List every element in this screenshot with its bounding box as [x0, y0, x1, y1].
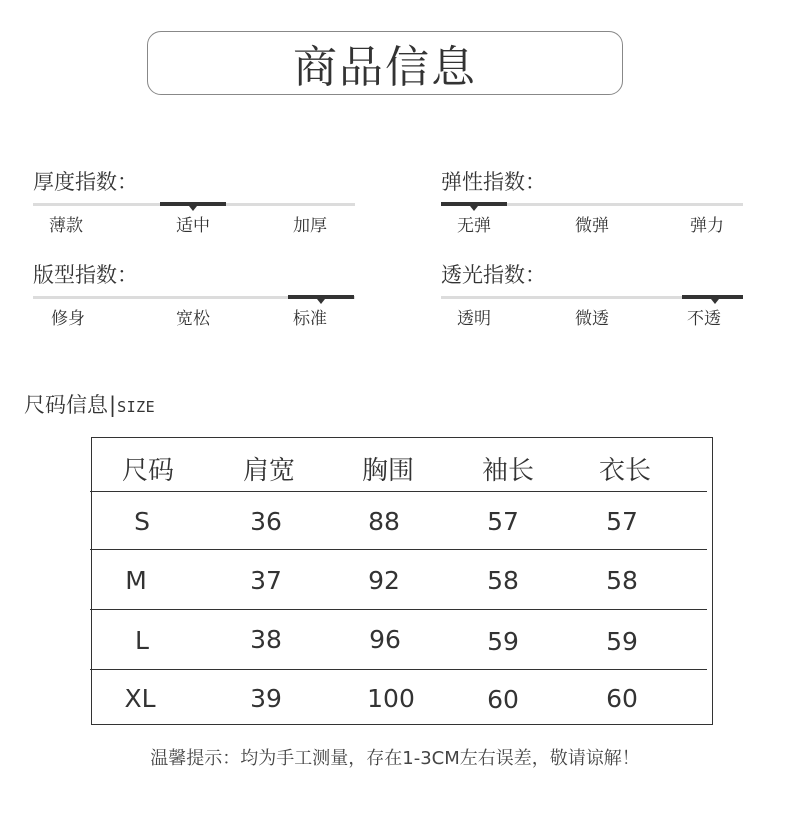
fit-scale-marker: [288, 295, 354, 299]
table-cell-shoulder: 36: [250, 507, 282, 536]
size-title-cn: 尺码信息: [24, 393, 108, 417]
size-section-title: [24, 389, 155, 419]
fit-index-label: 版型指数：: [33, 263, 138, 287]
table-cell-length: 60: [606, 684, 638, 713]
table-cell-shoulder: 39: [250, 684, 282, 713]
elasticity-index-label: 弹性指数：: [441, 170, 546, 194]
table-cell-size: M: [125, 566, 147, 595]
transparency-option-opaque: 不透: [687, 309, 721, 329]
fit-option-standard: 标准: [293, 309, 327, 329]
table-cell-size: S: [134, 507, 150, 536]
thickness-option-thick: 加厚: [293, 216, 327, 236]
table-row-divider: [90, 549, 707, 550]
thickness-scale-marker: [160, 202, 226, 206]
table-row-divider: [90, 609, 707, 610]
measurement-note: 温馨提示：均为手工测量，存在1-3CM左右误差，敬请谅解！: [150, 748, 640, 769]
table-cell-sleeve: 60: [487, 685, 519, 714]
table-header-chest: 胸围: [361, 456, 414, 486]
table-cell-sleeve: 59: [487, 627, 519, 656]
elasticity-scale-track: [441, 203, 743, 206]
table-cell-chest: 96: [369, 625, 401, 654]
transparency-option-semi: 微透: [575, 309, 609, 329]
size-title-en: SIZE: [117, 398, 156, 416]
table-cell-chest: 88: [368, 507, 400, 536]
thickness-scale-track: [33, 203, 355, 206]
table-row-divider: [90, 669, 707, 670]
table-header-length: 衣长: [598, 456, 651, 486]
table-cell-length: 57: [606, 507, 638, 536]
title-box: [147, 31, 623, 95]
elasticity-option-stretch: 弹力: [690, 216, 724, 236]
table-cell-chest: 100: [367, 684, 415, 713]
transparency-scale-track: [441, 296, 743, 299]
table-header-size: 尺码: [121, 456, 174, 486]
table-header-shoulder: 肩宽: [242, 456, 295, 486]
fit-option-slim: 修身: [51, 309, 85, 329]
table-cell-sleeve: 57: [487, 507, 519, 536]
table-cell-sleeve: 58: [487, 566, 519, 595]
transparency-scale-marker: [682, 295, 743, 299]
table-cell-size: L: [135, 626, 149, 655]
table-cell-shoulder: 38: [250, 625, 282, 654]
thickness-option-thin: 薄款: [49, 216, 83, 236]
fit-option-loose: 宽松: [176, 309, 210, 329]
table-cell-shoulder: 37: [250, 566, 282, 595]
elasticity-scale-marker: [441, 202, 507, 206]
thickness-option-medium: 适中: [176, 216, 210, 236]
elasticity-option-slight: 微弹: [575, 216, 609, 236]
thickness-index-label: 厚度指数：: [33, 170, 138, 194]
table-cell-length: 58: [606, 566, 638, 595]
table-cell-length: 59: [606, 627, 638, 656]
table-cell-size: XL: [124, 684, 156, 713]
size-table: [91, 437, 713, 725]
table-header-sleeve: 袖长: [481, 456, 534, 486]
page-title: 商品信息: [293, 42, 477, 93]
transparency-option-see-through: 透明: [457, 309, 491, 329]
table-row-divider: [90, 491, 707, 492]
transparency-index-label: 透光指数：: [441, 263, 546, 287]
fit-scale-track: [33, 296, 355, 299]
elasticity-option-none: 无弹: [457, 216, 491, 236]
table-cell-chest: 92: [368, 566, 400, 595]
size-title-divider: |: [109, 393, 117, 417]
